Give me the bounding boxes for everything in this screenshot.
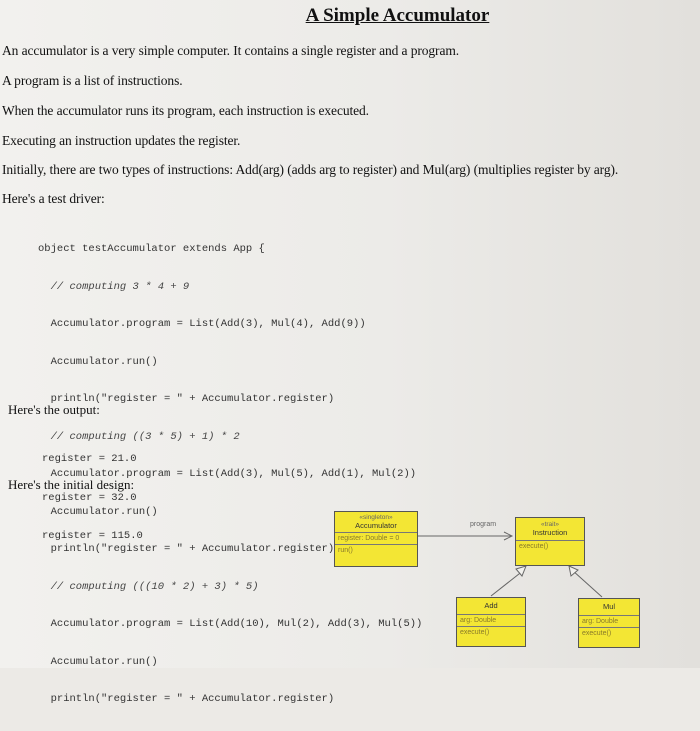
add-class (456, 597, 526, 647)
code-line: println("register = " + Accumulator.register) (38, 693, 335, 705)
instruction-name: Instruction (532, 528, 568, 537)
association-label: program (470, 521, 497, 528)
output-line: register = 32.0 (42, 491, 137, 504)
mul-name: Mul (602, 602, 616, 611)
instruction-operations: execute() (519, 543, 549, 550)
accumulator-operations: run() (338, 547, 353, 554)
code-line: Accumulator.run() (38, 355, 158, 368)
accumulator-name: Accumulator (355, 521, 397, 530)
add-operations: execute() (460, 629, 490, 636)
instruction-header (516, 518, 584, 541)
design-heading: Here's the initial design: (8, 477, 135, 492)
add-header (457, 598, 525, 615)
mul-header (579, 599, 639, 616)
add-name: Add (484, 601, 498, 610)
code-line: Accumulator.run() (38, 655, 158, 668)
accumulator-stereotype: «singleton» (359, 514, 393, 521)
output-line: register = 21.0 (42, 453, 137, 465)
instruction-trait (515, 517, 585, 566)
mul-class (578, 598, 640, 648)
code-line: Accumulator.program = List(Add(3), Mul(4), Add(9)) (38, 318, 366, 330)
output-heading: Here's the output: (8, 402, 100, 417)
code-line: println("register = " + Accumulator.register) (38, 393, 335, 405)
instruction-types: Initially, there are two types of instructions: Add(arg) (adds arg to register) and Mul(arg) (multiplies register by arg). (2, 162, 619, 177)
code-comment: // computing 3 * 4 + 9 (38, 280, 190, 293)
accumulator-class (334, 511, 418, 567)
mul-operations: execute() (582, 630, 612, 637)
mul-inheritance-line (572, 570, 602, 597)
code-line: Accumulator.program = List(Add(10), Mul(2), Add(3), Mul(5)) (38, 618, 423, 630)
program-definition: A program is a list of instructions. (2, 73, 183, 88)
accumulator-attributes: register: Double = 0 (335, 533, 417, 545)
intro-paragraph: An accumulator is a very simple computer. It contains a single register and a program. (2, 43, 460, 58)
output-line: register = 115.0 (42, 530, 143, 542)
code-comment: // computing (((10 * 2) + 3) * 5) (38, 580, 259, 593)
code-line: println("register = " + Accumulator.register) (38, 543, 335, 555)
run-description: When the accumulator runs its program, each instruction is executed. (2, 103, 369, 118)
add-inheritance-line (491, 570, 524, 596)
code-comment: // computing ((3 * 5) + 1) * 2 (38, 430, 240, 443)
code-line: Accumulator.run() (38, 505, 158, 518)
add-attributes: arg: Double (457, 615, 525, 627)
test-driver-heading: Here's a test driver: (2, 191, 105, 206)
page-title: A Simple Accumulator (305, 5, 490, 26)
code-line: object testAccumulator extends App { (38, 243, 265, 255)
code-line: Accumulator.program = List(Add(3), Mul(5), Add(1), Mul(2)) (38, 468, 417, 480)
mul-attributes: arg: Double (579, 616, 639, 628)
instruction-stereotype: «trait» (540, 521, 560, 528)
accumulator-header (335, 512, 417, 533)
execute-description: Executing an instruction updates the register. (2, 133, 241, 148)
